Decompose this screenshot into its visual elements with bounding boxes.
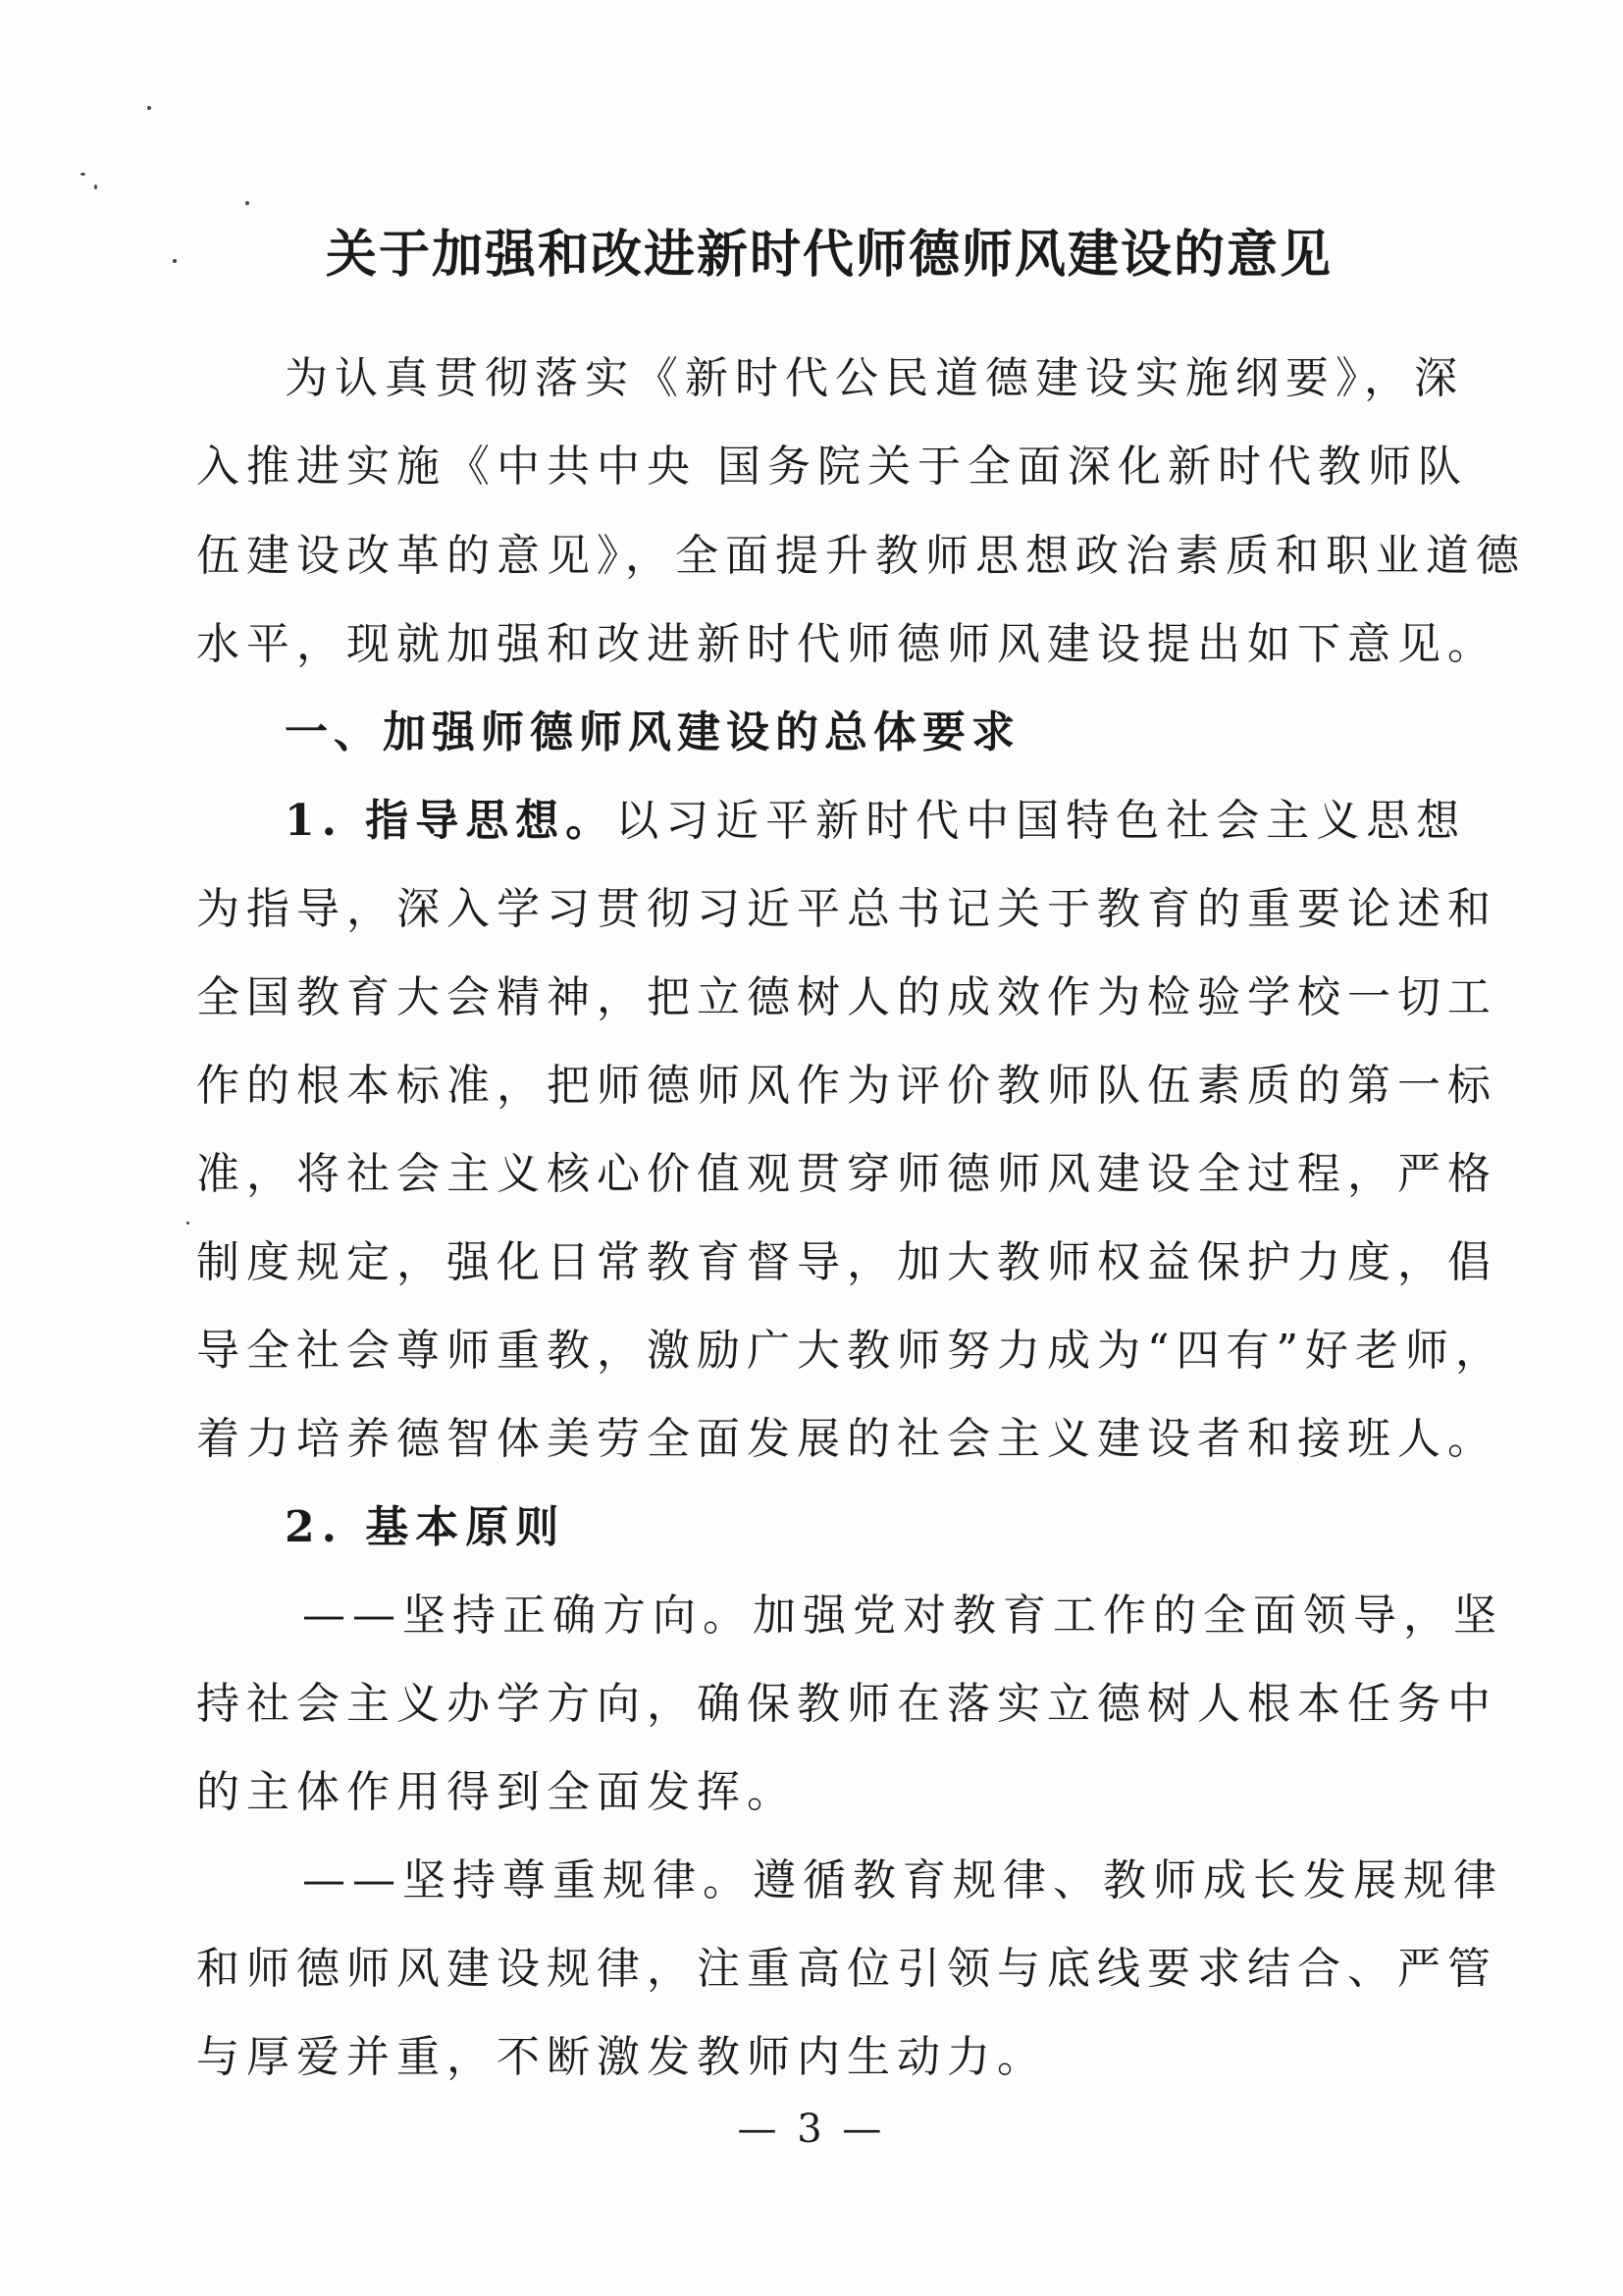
principle-2-line-1: ——坚持尊重规律。遵循教育规律、教师成长发展规律 [302, 1855, 1503, 1905]
scan-speck [173, 259, 177, 263]
guiding-ideology-line-3: 全国教育大会精神，把立德树人的成效作为检验学校一切工 [196, 972, 1497, 1022]
principle-1-line-3: 的主体作用得到全面发挥。 [196, 1767, 797, 1817]
paragraph-intro-line-4: 水平，现就加强和改进新时代师德师风建设提出如下意见。 [196, 619, 1497, 669]
document-title: 关于加强和改进新时代师德师风建设的意见 [325, 225, 1333, 285]
paragraph-intro-line-1: 为认真贯彻落实《新时代公民道德建设实施纲要》，深 [285, 353, 1464, 403]
guiding-ideology-line-2: 为指导，深入学习贯彻习近平总书记关于教育的重要论述和 [196, 884, 1497, 934]
scan-speck [245, 201, 249, 205]
principle-1-line-1: ——坚持正确方向。加强党对教育工作的全面领导，坚 [302, 1591, 1503, 1641]
page-number: — 3 — [737, 2107, 886, 2152]
scan-speck [147, 106, 151, 110]
guiding-ideology-line-7: 导全社会尊师重教，激励广大教师努力成为“四有”好老师， [196, 1326, 1505, 1376]
principle-1-line-2: 持社会主义办学方向，确保教师在落实立德树人根本任务中 [196, 1679, 1497, 1729]
paragraph-intro-line-2: 入推进实施《中共中央 国务院关于全面深化新时代教师队 [196, 442, 1468, 492]
guiding-ideology-heading: 1. 指导思想。 [285, 796, 616, 846]
section-heading-1: 一、加强师德师风建设的总体要求 [285, 707, 1021, 757]
guiding-ideology-line-8: 着力培养德智体美劳全面发展的社会主义建设者和接班人。 [196, 1414, 1497, 1464]
scan-speck [94, 184, 97, 189]
scan-speck [80, 173, 85, 176]
guiding-ideology-line-6: 制度规定，强化日常教育督导，加大教师权益保护力度，倡 [196, 1237, 1497, 1287]
paragraph-intro-line-3: 伍建设改革的意见》，全面提升教师思想政治素质和职业道德 [196, 531, 1526, 581]
scan-speck [186, 1222, 189, 1225]
basic-principles-heading: 2. 基本原则 [285, 1502, 566, 1552]
principle-2-line-3: 与厚爱并重，不断激发教师内生动力。 [196, 2032, 1047, 2082]
guiding-ideology-text: 以习近平新时代中国特色社会主义思想 [615, 796, 1467, 846]
guiding-ideology-line-5: 准，将社会主义核心价值观贯穿师德师风建设全过程，严格 [196, 1149, 1497, 1199]
principle-2-line-2: 和师德师风建设规律，注重高位引领与底线要求结合、严管 [196, 1944, 1497, 1994]
guiding-ideology-line-1 [285, 792, 1467, 851]
guiding-ideology-line-4: 作的根本标准，把师德师风作为评价教师队伍素质的第一标 [196, 1061, 1497, 1111]
